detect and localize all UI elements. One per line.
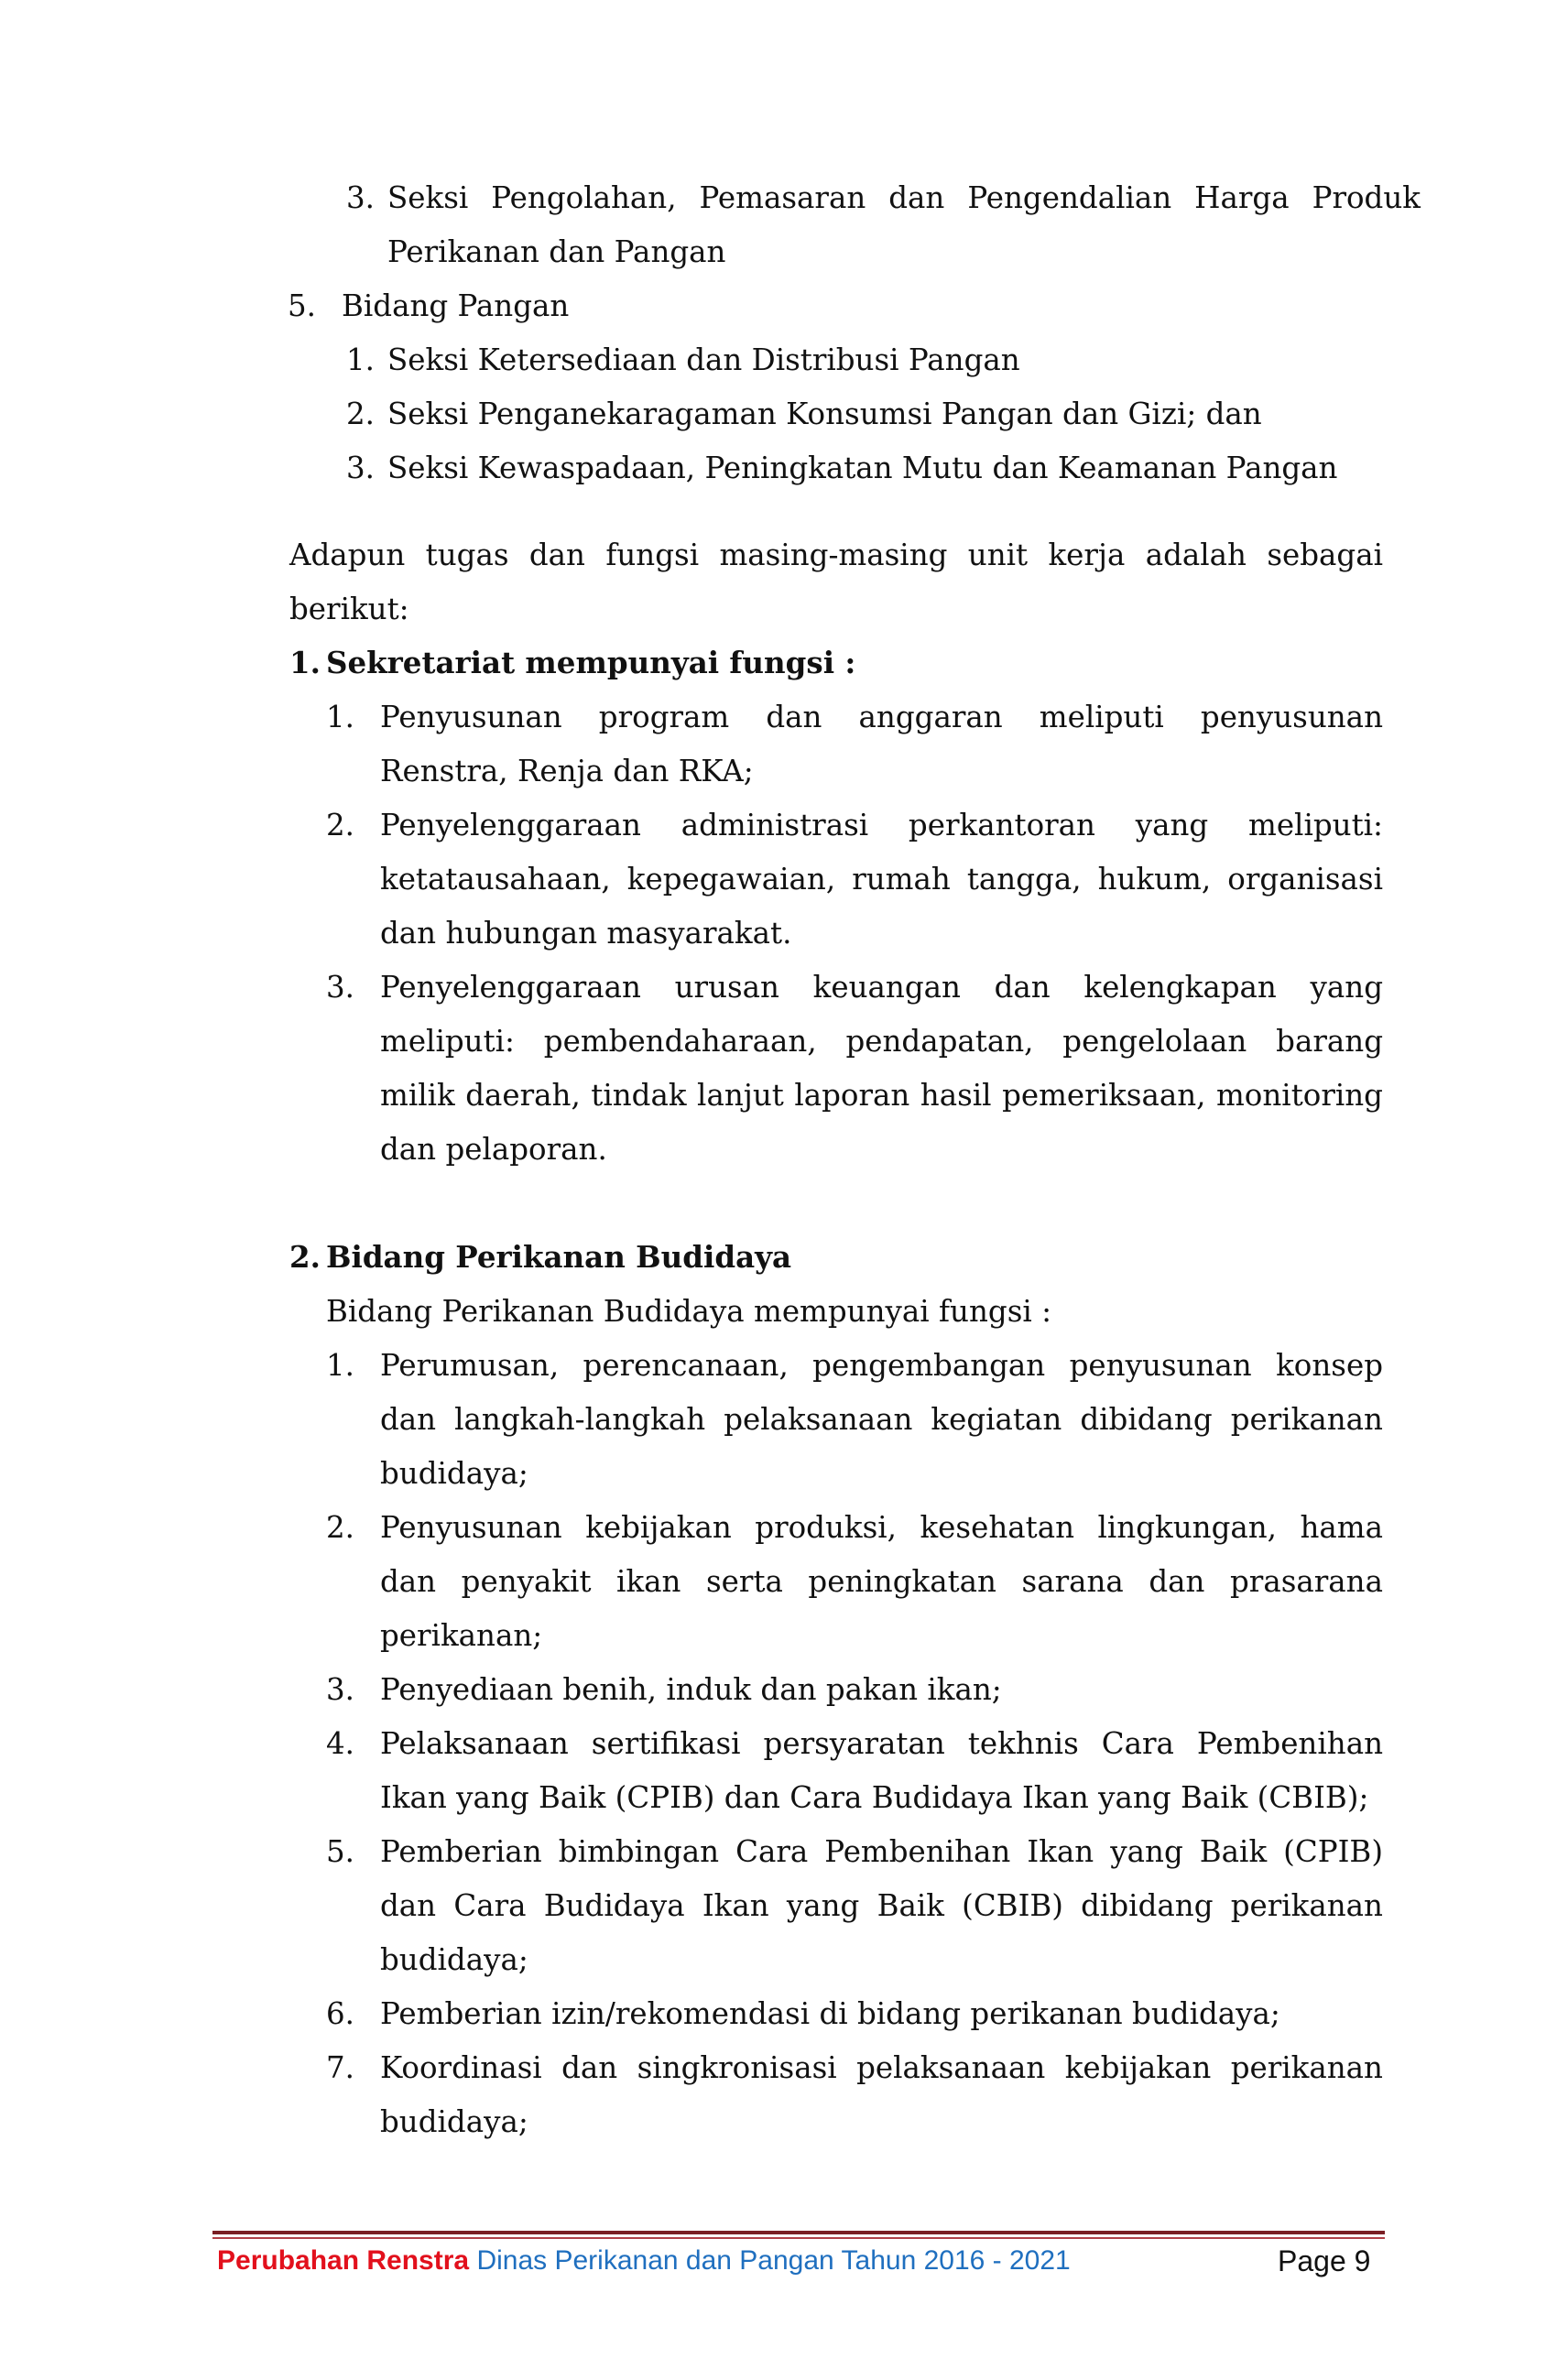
intro-paragraph: berikut: — [289, 592, 409, 626]
list-item-text: Pelaksanaan sertifikasi persyaratan tekhnis Cara Pembenihan — [380, 1726, 1383, 1761]
list-item-text: meliputi: pembendaharaan, pendapatan, pengelolaan barang — [380, 1024, 1383, 1059]
list-number: 2. — [326, 808, 355, 842]
list-number: 2. — [346, 397, 376, 431]
list-number: 4. — [326, 1726, 355, 1761]
footer-divider — [212, 2231, 1385, 2234]
footer-divider — [212, 2237, 1385, 2239]
list-item-text: Perikanan dan Pangan — [387, 234, 726, 269]
list-item-text: Koordinasi dan singkronisasi pelaksanaan kebijakan perikanan — [380, 2050, 1383, 2085]
section-number: 2. — [289, 1239, 321, 1275]
section-heading: Sekretariat mempunyai fungsi : — [326, 645, 856, 680]
list-item-text: Perumusan, perencanaan, pengembangan penyusunan konsep — [380, 1348, 1383, 1383]
list-item-text: Ikan yang Baik (CPIB) dan Cara Budidaya Ikan yang Baik (CBIB); — [380, 1780, 1369, 1815]
list-item-text: Renstra, Renja dan RKA; — [380, 754, 754, 788]
list-item-text: Penyelenggaraan administrasi perkantoran yang meliputi: — [380, 808, 1383, 842]
list-number: 5. — [326, 1834, 355, 1869]
list-number: 3. — [326, 970, 355, 1005]
list-item-text: Penyusunan kebijakan produksi, kesehatan lingkungan, hama — [380, 1510, 1383, 1545]
list-item-text: Seksi Ketersediaan dan Distribusi Pangan — [387, 342, 1020, 377]
section-intro: Bidang Perikanan Budidaya mempunyai fungsi : — [326, 1294, 1052, 1329]
list-item-text: Penyelenggaraan urusan keuangan dan kelengkapan yang — [380, 970, 1383, 1005]
list-number: 1. — [326, 700, 355, 734]
list-number: 3. — [346, 180, 376, 215]
list-item-text: dan hubungan masyarakat. — [380, 916, 792, 951]
list-item-text: milik daerah, tindak lanjut laporan hasil pemeriksaan, monitoring — [380, 1078, 1383, 1113]
list-number: 7. — [326, 2050, 355, 2085]
footer-title — [217, 2242, 1071, 2280]
list-number: 1. — [326, 1348, 355, 1383]
list-item-text: ketatausahaan, kepegawaian, rumah tangga, hukum, organisasi — [380, 862, 1383, 897]
section-heading: Bidang Perikanan Budidaya — [326, 1239, 792, 1275]
list-number: 3. — [326, 1672, 355, 1707]
list-item-text: dan pelaporan. — [380, 1132, 607, 1167]
list-item-text: budidaya; — [380, 1456, 528, 1491]
list-item-text: perikanan; — [380, 1618, 543, 1653]
list-item-text: dan penyakit ikan serta peningkatan sarana dan prasarana — [380, 1564, 1383, 1599]
list-number: 6. — [326, 1996, 355, 2031]
list-item-text: Seksi Kewaspadaan, Peningkatan Mutu dan Keamanan Pangan — [387, 451, 1338, 485]
list-item-text: Penyediaan benih, induk dan pakan ikan; — [380, 1672, 1002, 1707]
footer-renstra: Perubahan Renstra — [217, 2245, 470, 2276]
list-item-text: Penyusunan program dan anggaran meliputi penyusunan — [380, 700, 1383, 734]
list-item-text: dan Cara Budidaya Ikan yang Baik (CBIB) dibidang perikanan — [380, 1888, 1383, 1923]
page-number: Page 9 — [1278, 2244, 1371, 2277]
list-item-text: budidaya; — [380, 2104, 528, 2139]
list-item-text: Pemberian izin/rekomendasi di bidang perikanan budidaya; — [380, 1996, 1280, 2031]
list-number: 3. — [346, 451, 376, 485]
footer-dinas: Dinas Perikanan dan Pangan Tahun 2016 - 2021 — [476, 2245, 1071, 2276]
list-item-text: Seksi Penganekaragaman Konsumsi Pangan dan Gizi; dan — [387, 397, 1262, 431]
list-item-text: budidaya; — [380, 1942, 528, 1977]
list-item-text: Pemberian bimbingan Cara Pembenihan Ikan yang Baik (CPIB) — [380, 1834, 1383, 1869]
section-number: 1. — [289, 645, 321, 680]
list-item-text: Seksi Pengolahan, Pemasaran dan Pengendalian Harga Produk — [387, 180, 1421, 215]
section-title: Bidang Pangan — [342, 288, 570, 323]
intro-paragraph: Adapun tugas dan fungsi masing-masing unit kerja adalah sebagai — [289, 538, 1383, 572]
list-number: 2. — [326, 1510, 355, 1545]
list-number: 1. — [346, 342, 376, 377]
section-number: 5. — [288, 288, 317, 323]
list-item-text: dan langkah-langkah pelaksanaan kegiatan dibidang perikanan — [380, 1402, 1383, 1437]
